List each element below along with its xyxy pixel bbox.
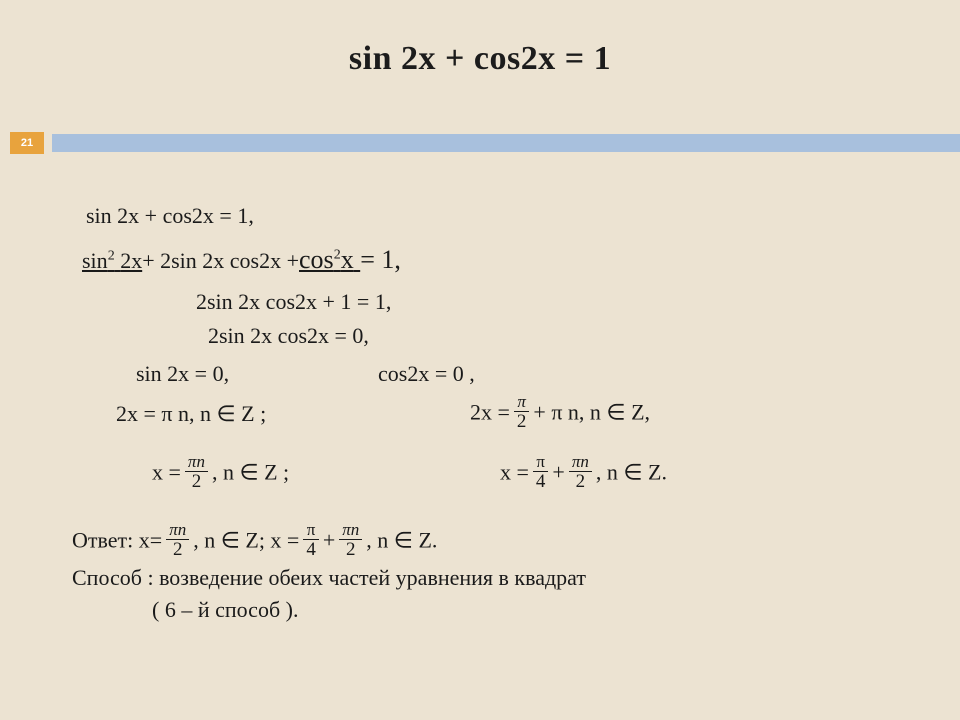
solution-body — [0, 185, 960, 685]
equation-line-1: sin 2x + cos2x = 1, — [86, 203, 254, 228]
case-2-cos: cos2x = 0 , — [378, 361, 475, 386]
case-1-solution-2x: 2x = π n, n ∈ Z ; — [116, 401, 267, 426]
squared-cos-term: $\cos^2x$ — [299, 245, 354, 274]
case-2-solution-2x: 2x = $\frac{\pi}{2}$ + π n, n ∈ Z, — [470, 392, 651, 432]
case-1-sin: sin 2x = 0, — [136, 361, 230, 386]
page-title: sin 2x + cos2x = 1 — [348, 40, 612, 77]
method-note-line: ( 6 – й способ ). — [152, 597, 299, 622]
case-2-solution-x: x = $\frac{\pi}{4}$ + $\frac{\pi n}{2}$ , n ∈ Z. — [500, 452, 667, 492]
fraction-pin-over-2-b: $\frac{\pi n}{2}$ — [569, 453, 592, 492]
fraction-pi-over-4: $\frac{\pi}{4}$ — [533, 453, 549, 492]
accent-bar-area — [0, 132, 960, 154]
answer-fraction-pin-over-2: $\frac{\pi n}{2}$ — [166, 521, 189, 560]
accent-bar — [52, 134, 960, 152]
page-number-badge: 21 — [10, 132, 44, 154]
fraction-pi-over-2: $\frac{\pi}{2}$ — [514, 393, 530, 432]
equation-line-4: 2sin 2x cos2x = 0, — [208, 323, 369, 348]
equation-line-2: $\sin^2 2x+ 2\sin$ 2x $\cos 2x +\cos^2x = 1$, — [82, 245, 401, 274]
answer-line: Ответ: x= $\frac{\pi n}{2}$ , n ∈ Z; x = $\frac{\pi}{4}$ + $\frac{\pi n}{2}$ , n ∈ Z. — [72, 520, 438, 560]
fraction-pin-over-2: $\frac{\pi n}{2}$ — [185, 453, 208, 492]
equation-line-3: 2sin 2x cos2x + 1 = 1, — [196, 289, 392, 314]
case-1-solution-x: x = $\frac{\pi n}{2}$ , n ∈ Z ; — [152, 452, 290, 492]
answer-fraction-pin-over-2-b: $\frac{\pi n}{2}$ — [339, 521, 362, 560]
method-line: Способ : возведение обеих частей уравнения в квадрат — [72, 565, 586, 590]
squared-sin-term: $\sin^2 2x$ — [82, 248, 143, 273]
answer-fraction-pi-over-4: $\frac{\pi}{4}$ — [303, 521, 319, 560]
